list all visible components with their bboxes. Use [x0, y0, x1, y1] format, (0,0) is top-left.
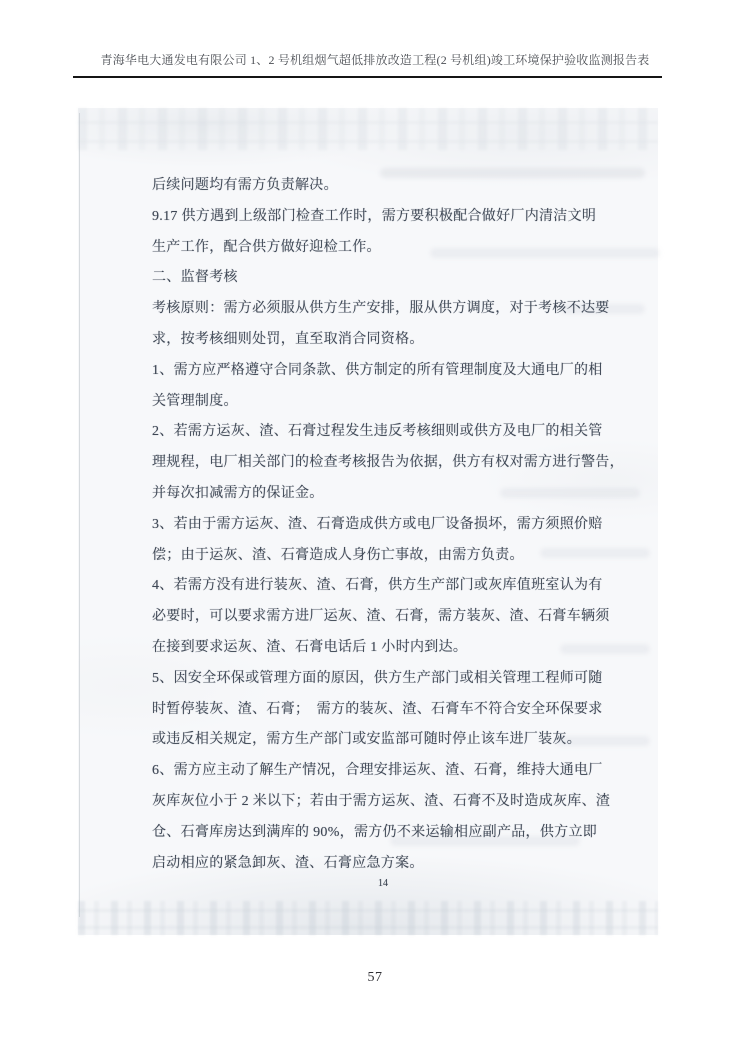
- text-line: 时暂停装灰、渣、石膏； 需方的装灰、渣、石膏车不符合安全环保要求: [152, 701, 603, 717]
- text-line: 5、因安全环保或管理方面的原因，供方生产部门或相关管理工程师可随: [152, 670, 603, 686]
- text-line: 仓、石膏库房达到满库的 90%，需方仍不来运输相应副产品，供方立即: [152, 824, 598, 840]
- document-text: [152, 171, 622, 879]
- scan-edge-line: [79, 113, 80, 917]
- text-line: 必要时，可以要求需方进厂运灰、渣、石膏，需方装灰、渣、石膏车辆须: [152, 609, 610, 625]
- text-line: 考核原则：需方必须服从供方生产安排，服从供方调度，对于考核不达要: [152, 301, 610, 317]
- scanned-document: [78, 108, 658, 935]
- text-line: 启动相应的紧急卸灰、渣、石膏应急方案。: [152, 855, 424, 871]
- text-line: 后续问题均有需方负责解决。: [152, 178, 338, 193]
- text-line: 9.17 供方遇到上级部门检查工作时，需方要积极配合做好厂内清洁文明: [152, 208, 597, 224]
- text-line: 求，按考核细则处罚，直至取消合同资格。: [152, 331, 424, 347]
- text-line: 6、需方应主动了解生产情况，合理安排运灰、渣、石膏，维持大通电厂: [152, 763, 603, 779]
- text-line: 关管理制度。: [152, 393, 238, 409]
- text-line: 并每次扣减需方的保证金。: [152, 485, 324, 501]
- text-line: 理规程，电厂相关部门的检查考核报告为依据，供方有权对需方进行警告，: [152, 455, 624, 471]
- header-divider: [73, 76, 662, 78]
- page-title: 青海华电大通发电有限公司 1、2 号机组烟气超低排放改造工程(2 号机组)竣工环境保护验收监测报告表: [100, 53, 650, 67]
- scan-page-number: 14: [378, 878, 388, 889]
- text-line: 4、若需方没有进行装灰、渣、石膏，供方生产部门或灰库值班室认为有: [152, 578, 603, 594]
- scan-noise-top: [78, 108, 658, 150]
- text-line: 生产工作，配合供方做好迎检工作。: [152, 239, 381, 255]
- footer-page-number: 57: [367, 970, 383, 985]
- text-line: 偿；由于运灰、渣、石膏造成人身伤亡事故，由需方负责。: [152, 547, 524, 563]
- text-line: 在接到要求运灰、渣、石膏电话后 1 小时内到达。: [152, 639, 468, 655]
- text-line: 灰库灰位小于 2 米以下；若由于需方运灰、渣、石膏不及时造成灰库、渣: [152, 793, 611, 809]
- text-line: 二、监督考核: [152, 270, 238, 286]
- text-line: 1、需方应严格遵守合同条款、供方制定的所有管理制度及大通电厂的相: [152, 362, 603, 378]
- text-line: 或违反相关规定，需方生产部门或安监部可随时停止该车进厂装灰。: [152, 732, 581, 748]
- text-line: 3、若由于需方运灰、渣、石膏造成供方或电厂设备损坏，需方须照价赔: [152, 516, 603, 532]
- text-line: 2、若需方运灰、渣、石膏过程发生违反考核细则或供方及电厂的相关管: [152, 424, 603, 440]
- scan-noise-bottom: [78, 901, 658, 935]
